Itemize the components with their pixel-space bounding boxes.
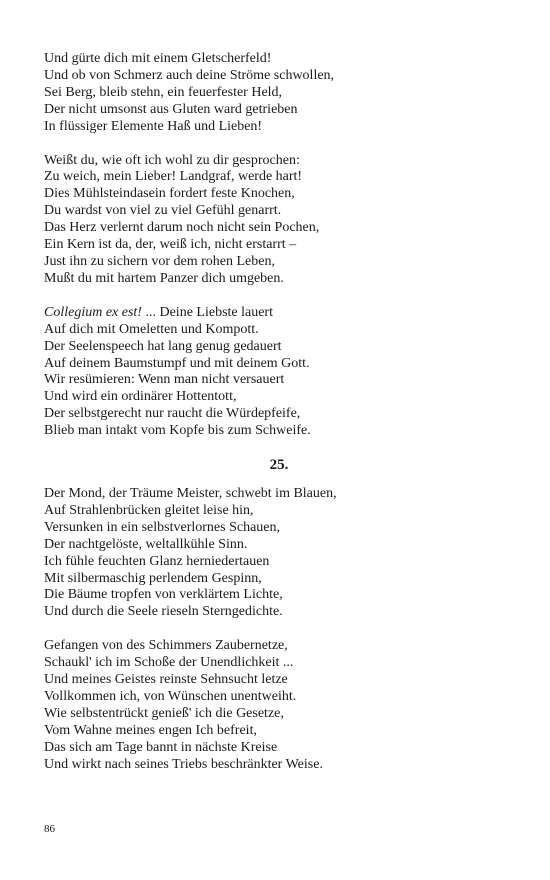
verse-line: Mußt du mit hartem Panzer dich umgeben. bbox=[44, 270, 284, 286]
verse-line: Und gürte dich mit einem Gletscherfeld! bbox=[44, 51, 272, 66]
verse-line: Versunken in ein selbstverlornes Schauen, bbox=[44, 519, 280, 535]
verse-line: Die Bäume tropfen von verklärtem Lichte, bbox=[44, 587, 283, 603]
verse-line: Mit silbermaschig perlendem Gespinn, bbox=[44, 570, 262, 586]
verse-line: Der nachtgelöste, weltallkühle Sinn. bbox=[44, 536, 248, 552]
verse-line: Das Herz verlernt darum noch nicht sein Pochen, bbox=[44, 220, 320, 236]
verse-line: Der nicht umsonst aus Gluten ward getrieben bbox=[44, 101, 298, 117]
verse-line: Schaukl' ich im Schoße der Unendlichkeit ... bbox=[44, 655, 294, 671]
verse-line: Just ihn zu sichern vor dem rohen Leben, bbox=[44, 253, 275, 269]
verse-line: Und wird ein ordinärer Hottentott, bbox=[44, 389, 237, 405]
stanza-b1 bbox=[44, 486, 514, 621]
verse-line-rest: ... Deine Liebste lauert bbox=[141, 304, 273, 320]
page-number: 86 bbox=[44, 823, 55, 835]
stanza-gap bbox=[44, 621, 514, 638]
verse-line: Und ob von Schmerz auch deine Ströme schwollen, bbox=[44, 67, 335, 83]
verse-line: Du wardst von viel zu viel Gefühl genarrt. bbox=[44, 203, 282, 219]
verse-line-first bbox=[44, 305, 514, 322]
verse-line: Der selbstgerecht nur raucht die Würdepfeife, bbox=[44, 406, 301, 422]
verse-line: Ich fühle feuchten Glanz herniedertauen bbox=[44, 553, 270, 569]
stanza-gap bbox=[44, 288, 514, 305]
verse-line: Der Seelenspeech hat lang genug gedauert bbox=[44, 338, 282, 354]
verse-line: Das sich am Tage bannt in nächste Kreise bbox=[44, 739, 278, 755]
stanza-a3 bbox=[44, 305, 514, 440]
latin-phrase: Collegium ex est! bbox=[44, 304, 142, 320]
verse-line: Auf deinem Baumstumpf und mit deinem Gott. bbox=[44, 355, 310, 371]
poem-number: 25. bbox=[269, 457, 289, 474]
verse-line: Weißt du, wie oft ich wohl zu dir gesprochen: bbox=[44, 152, 300, 168]
stanza-a1 bbox=[44, 51, 514, 136]
verse-line: Und durch die Seele rieseln Sterngedichte. bbox=[44, 604, 283, 620]
stanza-b2 bbox=[44, 638, 514, 773]
verse-line: Ein Kern ist da, der, weiß ich, nicht erstarrt – bbox=[44, 237, 297, 253]
section-gap bbox=[44, 440, 514, 456]
verse-line: Auf Strahlenbrücken gleitet leise hin, bbox=[44, 502, 254, 518]
page-body bbox=[44, 51, 514, 774]
verse-line: Sei Berg, bleib stehn, ein feuerfester Held, bbox=[44, 84, 283, 100]
stanza-a2 bbox=[44, 153, 514, 288]
verse-line: Und meines Geistes reinste Sehnsucht letze bbox=[44, 672, 288, 688]
verse-line: Und wirkt nach seines Triebs beschränkter Weise. bbox=[44, 756, 323, 772]
verse-line: Auf dich mit Omeletten und Kompott. bbox=[44, 321, 259, 337]
verse-line: Vollkommen ich, von Wünschen unentweiht. bbox=[44, 689, 297, 704]
verse-line: Dies Mühlsteindasein fordert feste Knochen, bbox=[44, 186, 295, 202]
verse-line: In flüssiger Elemente Haß und Lieben! bbox=[44, 118, 263, 134]
verse-line: Wie selbstentrückt genieß' ich die Gesetze, bbox=[44, 705, 284, 721]
stanza-gap bbox=[44, 136, 514, 153]
verse-line: Wir resümieren: Wenn man nicht versauert bbox=[44, 372, 285, 388]
verse-line: Der Mond, der Träume Meister, schwebt im Blauen, bbox=[44, 486, 337, 502]
verse-line: Zu weich, mein Lieber! Landgraf, werde hart! bbox=[44, 169, 303, 185]
verse-line: Vom Wahne meines engen Ich befreit, bbox=[44, 722, 257, 738]
verse-line: Gefangen von des Schimmers Zaubernetze, bbox=[44, 638, 288, 654]
verse-line: Blieb man intakt vom Kopfe bis zum Schweife. bbox=[44, 423, 311, 439]
